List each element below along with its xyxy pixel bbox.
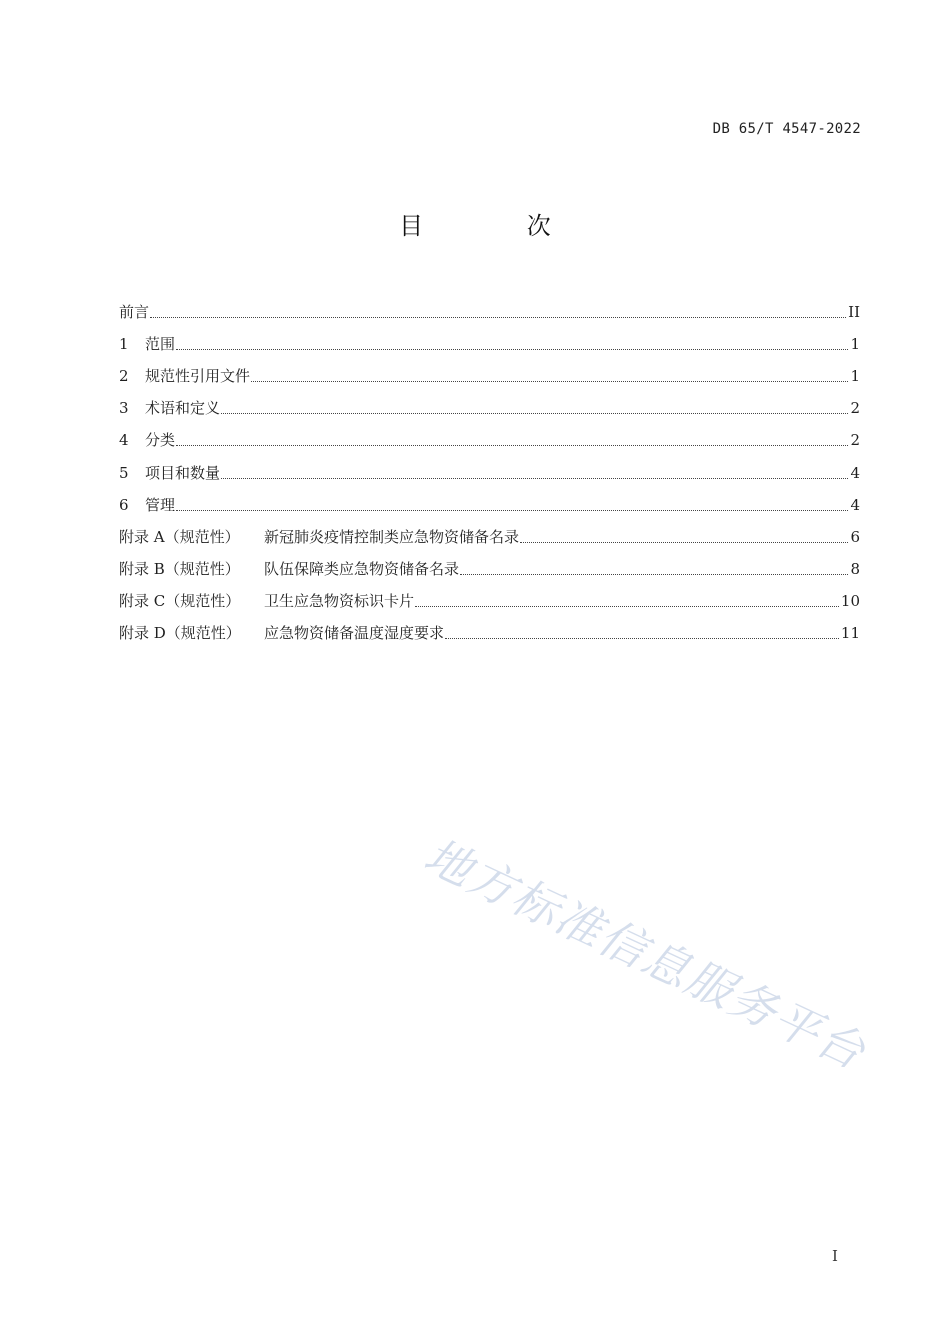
- toc-item-page: 1: [850, 335, 860, 354]
- toc-item-items-quantity[interactable]: [119, 451, 860, 483]
- toc-item-number: 5: [119, 463, 129, 482]
- toc-item-page: 1: [850, 367, 860, 386]
- toc-item-annex-a[interactable]: [119, 516, 860, 548]
- toc-item-page: 4: [850, 495, 860, 514]
- toc-item-page: 8: [850, 559, 860, 578]
- page-number: I: [832, 1247, 838, 1265]
- annex-prefix: 附录 A（规范性）: [119, 527, 240, 546]
- dot-leader: [150, 317, 846, 318]
- dot-leader: [176, 445, 848, 446]
- dot-leader: [176, 510, 848, 511]
- toc-item-label: 分类: [145, 431, 176, 450]
- toc-item-number: 1: [119, 335, 129, 354]
- toc-item-label: 卫生应急物资标识卡片: [264, 591, 415, 610]
- toc-item-label: 规范性引用文件: [145, 367, 251, 386]
- toc-item-number: 2: [119, 367, 129, 386]
- toc-item-normative-references[interactable]: [119, 355, 860, 387]
- toc-item-foreword[interactable]: [119, 291, 860, 323]
- toc-item-classification[interactable]: [119, 419, 860, 451]
- standard-code: DB 65/T 4547-2022: [712, 121, 861, 137]
- toc-item-management[interactable]: [119, 484, 860, 516]
- dot-leader: [520, 542, 848, 543]
- dot-leader: [221, 478, 848, 479]
- toc-item-label: 项目和数量: [145, 463, 221, 482]
- toc-item-annex-d[interactable]: [119, 612, 860, 644]
- toc-item-label: 队伍保障类应急物资储备名录: [264, 559, 460, 578]
- watermark: 地方标准信息服务平台: [416, 828, 875, 1080]
- toc-item-label: 术语和定义: [145, 399, 221, 418]
- toc-item-annex-b[interactable]: [119, 548, 860, 580]
- table-of-contents: [119, 291, 860, 644]
- annex-prefix: 附录 C（规范性）: [119, 591, 241, 610]
- dot-leader: [460, 574, 848, 575]
- toc-item-label: 应急物资储备温度湿度要求: [264, 624, 445, 643]
- page-title: 目 次: [399, 212, 599, 240]
- toc-item-page: 4: [850, 463, 860, 482]
- toc-item-page: II: [848, 303, 860, 322]
- toc-item-annex-c[interactable]: [119, 580, 860, 612]
- toc-item-number: 4: [119, 431, 129, 450]
- toc-item-page: 10: [840, 591, 860, 610]
- dot-leader: [251, 381, 848, 382]
- dot-leader: [415, 606, 839, 607]
- toc-item-number: 3: [119, 399, 129, 418]
- toc-item-number: 6: [119, 495, 129, 514]
- toc-item-label: 前言: [119, 303, 150, 322]
- toc-item-page: 2: [850, 399, 860, 418]
- dot-leader: [445, 638, 839, 639]
- dot-leader: [176, 349, 848, 350]
- annex-prefix: 附录 B（规范性）: [119, 559, 240, 578]
- toc-item-page: 2: [850, 431, 860, 450]
- toc-item-terms-definitions[interactable]: [119, 387, 860, 419]
- toc-item-page: 6: [850, 527, 860, 546]
- toc-item-label: 管理: [145, 495, 176, 514]
- annex-prefix: 附录 D（规范性）: [119, 624, 241, 643]
- dot-leader: [221, 413, 848, 414]
- toc-item-scope[interactable]: [119, 323, 860, 355]
- toc-item-label: 新冠肺炎疫情控制类应急物资储备名录: [264, 527, 520, 546]
- toc-item-page: 11: [840, 624, 860, 643]
- toc-item-label: 范围: [145, 335, 176, 354]
